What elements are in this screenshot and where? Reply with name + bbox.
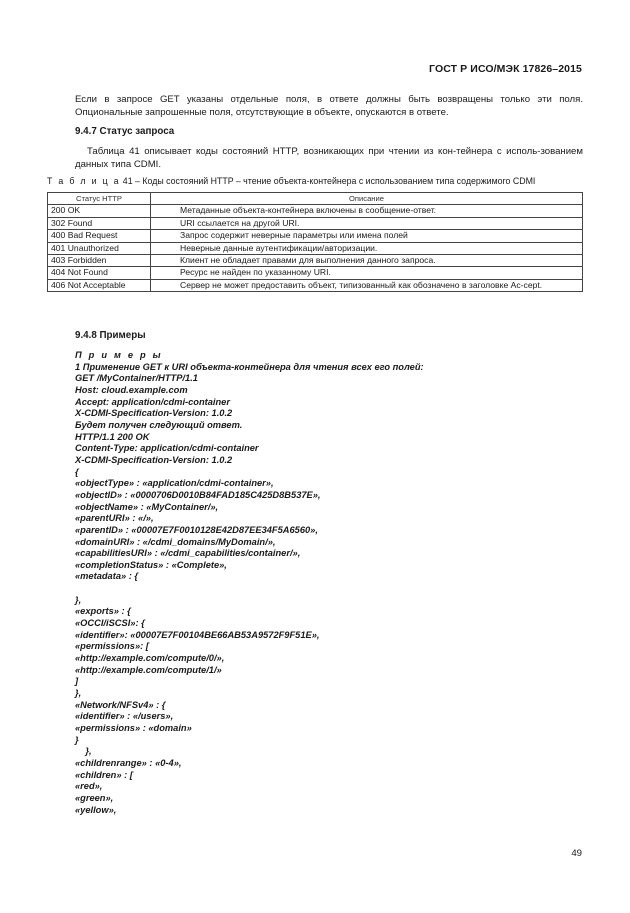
example-lines (75, 362, 424, 817)
example-line: «identifier»: «00007E7F00104BE66AB53A9572F9F51E», (75, 629, 320, 640)
example-line: «identifier» : «/users», (75, 711, 174, 722)
example-line: Host: cloud.example.com (75, 384, 188, 395)
example-line: «capabilitiesURI» : «/cdmi_capabilities/container/», (75, 548, 301, 559)
example-line: X-CDMI-Specification-Version: 1.0.2 (75, 408, 233, 419)
column-header-description: Описание (151, 193, 583, 205)
example-line: «green», (75, 792, 114, 803)
example-line: «objectName» : «MyContainer/», (75, 501, 219, 512)
table-41-caption (47, 176, 535, 186)
status-code-cell: 404 Not Found (48, 267, 151, 279)
example-line: «metadata» : { (75, 571, 139, 582)
table-row (48, 217, 583, 229)
example-line: «objectID» : «0000706D0010B84FAD185C425D8B537E», (75, 489, 321, 500)
example-line: «permissions» : «domain» (75, 723, 192, 733)
column-header-status: Статус HTTP (48, 193, 151, 205)
example-line: «childrenrange» : «0-4», (75, 757, 182, 768)
table-row (48, 205, 583, 217)
table-row (48, 230, 583, 242)
example-block (75, 350, 424, 816)
example-line: «red», (75, 781, 103, 792)
example-line: X-CDMI-Specification-Version: 1.0.2 (75, 454, 233, 465)
section-9-4-7-paragraph: Таблица 41 описывает коды состояний HTTP, возникающих при чтении из кон-тейнера с исполь-зованием данных типа CDMI. (75, 146, 583, 171)
example-line: «parentID» : «00007E7F0010128E42D87EE34F5A6560», (75, 524, 318, 535)
intro-paragraph: Если в запросе GET указаны отдельные поля, в ответе должны быть возвращены только эти поля. Опциональные запрошенные поля, отсутствующие в объекте, опускаются в ответе. (75, 94, 583, 119)
http-status-table (47, 192, 583, 292)
example-line: «children» : [ (75, 769, 133, 780)
example-line (75, 583, 424, 595)
status-description-cell: Запрос содержит неверные параметры или имена полей (151, 230, 583, 242)
example-line: «yellow», (75, 804, 117, 815)
example-line: { (75, 466, 79, 477)
table-header-row (48, 193, 583, 205)
example-line: } (75, 734, 79, 745)
status-description-cell: Клиент не обладает правами для выполнения данного запроса. (151, 255, 583, 267)
example-line: }, (75, 688, 82, 699)
status-description-cell: Сервер не может предоставить объект, типизованный как обозначено в заголовке Ac-cept. (151, 279, 583, 291)
section-9-4-7-title: 9.4.7 Статус запроса (75, 126, 175, 137)
example-line: }, (75, 594, 82, 605)
table-caption-prefix: Т а б л и ц а (47, 176, 121, 186)
page-number: 49 (571, 848, 582, 859)
status-code-cell: 403 Forbidden (48, 255, 151, 267)
status-description-cell: Метаданные объекта-контейнера включены в сообщение-ответ. (151, 205, 583, 217)
example-line: 1 Применение GET к URI объекта-контейнера для чтения всех его полей: (75, 361, 424, 372)
status-code-cell: 401 Unauthorized (48, 242, 151, 254)
table-caption-text: 41 – Коды состояний HTTP – чтение объекта-контейнера с использованием типа содержимого CDMI (120, 176, 536, 186)
example-line: }, (75, 746, 92, 757)
table-row (48, 242, 583, 254)
example-line: «completionStatus» : «Complete», (75, 559, 227, 570)
section-9-4-8-title: 9.4.8 Примеры (75, 330, 146, 341)
table-row (48, 267, 583, 279)
example-line: ] (75, 676, 79, 687)
status-description-cell: Неверные данные аутентификации/авторизации. (151, 242, 583, 254)
example-line: «http://example.com/compute/1/» (75, 664, 222, 675)
status-code-cell: 406 Not Acceptable (48, 279, 151, 291)
status-description-cell: URI ссылается на другой URI. (151, 217, 583, 229)
example-line: HTTP/1.1 200 OK (75, 431, 150, 442)
example-line: «permissions»: [ (75, 641, 149, 652)
table-row (48, 255, 583, 267)
table-row (48, 279, 583, 291)
example-line: «Network/NFSv4» : { (75, 699, 166, 710)
example-line: GET /MyContainer/HTTP/1.1 (75, 373, 198, 384)
status-code-cell: 400 Bad Request (48, 230, 151, 242)
example-line: Будет получен следующий ответ. (75, 419, 243, 430)
status-code-cell: 302 Found (48, 217, 151, 229)
standard-header: ГОСТ Р ИСО/МЭК 17826–2015 (429, 63, 582, 75)
examples-title: П р и м е р ы (75, 350, 163, 360)
example-line: Content-Type: application/cdmi-container (75, 443, 259, 454)
example-line: «http://example.com/compute/0/», (75, 653, 225, 664)
example-line: «domainURI» : «/cdmi_domains/MyDomain/», (75, 536, 276, 547)
example-line: «OCCI/iSCSI»: { (75, 618, 145, 629)
status-code-cell: 200 OK (48, 205, 151, 217)
example-line: Accept: application/cdmi-container (75, 396, 230, 407)
example-line: «objectType» : «application/cdmi-container», (75, 478, 274, 489)
example-line: «exports» : { (75, 606, 131, 617)
example-line: «parentURI» : «/», (75, 513, 154, 524)
status-description-cell: Ресурс не найден по указанному URI. (151, 267, 583, 279)
